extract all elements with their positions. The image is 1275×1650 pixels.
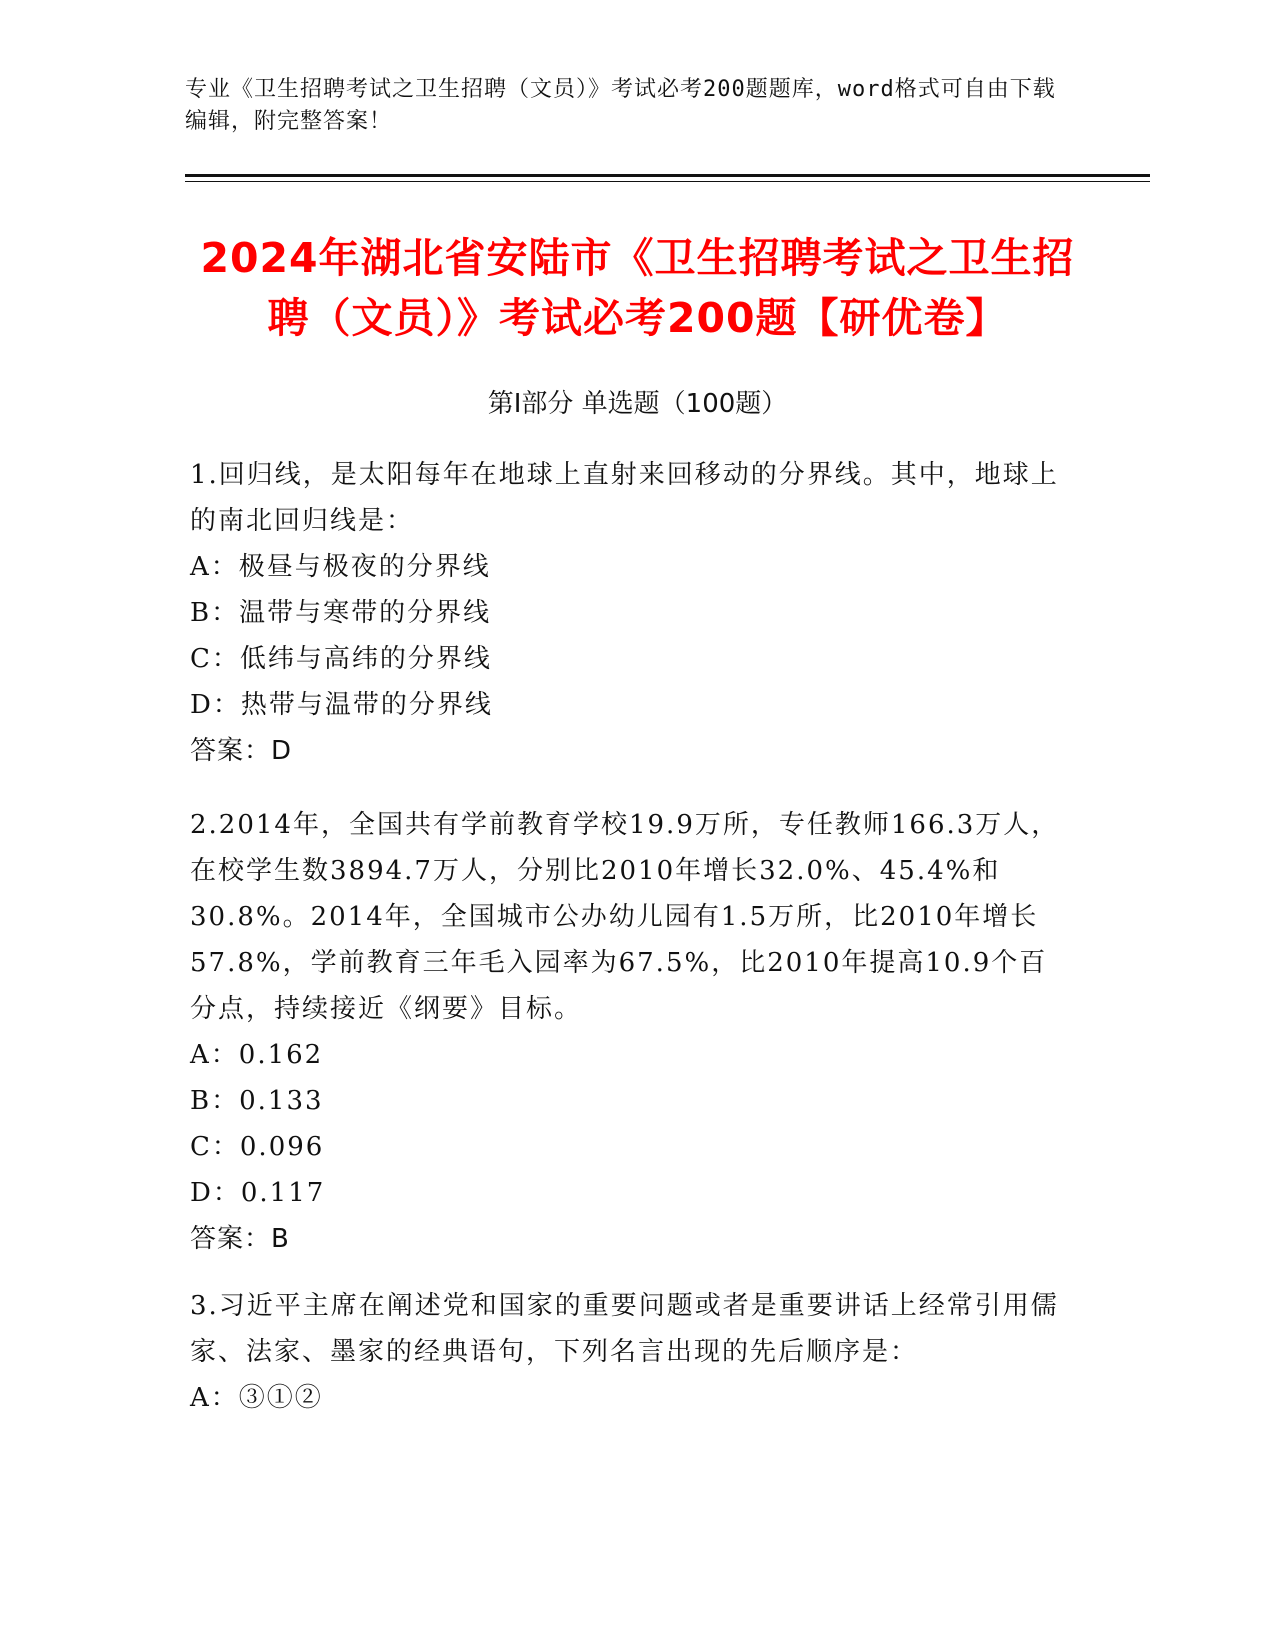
section-heading: 第Ⅰ部分 单选题（100题）	[487, 389, 788, 419]
question-stem: 1.回归线，是太阳每年在地球上直射来回移动的分界线。其中，地球上的南北回归线是：	[190, 460, 1059, 536]
option-d: D：0.117	[190, 1178, 326, 1208]
option-d: D：热带与温带的分界线	[190, 690, 493, 720]
option-b: B：温带与寒带的分界线	[190, 598, 492, 628]
option-b: B：0.133	[190, 1086, 324, 1116]
header-divider-thick	[185, 174, 1150, 177]
option-a: A：极昼与极夜的分界线	[190, 552, 491, 582]
header-note: 专业《卫生招聘考试之卫生招聘（文员）》考试必考200题题库，word格式可自由下载编辑，附完整答案！	[185, 77, 1056, 134]
option-c: C：低纬与高纬的分界线	[190, 644, 492, 674]
document-title: 2024年湖北省安陆市《卫生招聘考试之卫生招聘（文员）》考试必考200题【研优卷】	[200, 234, 1075, 342]
question-stem: 2.2014年，全国共有学前教育学校19.9万所，专任教师166.3万人，在校学生数3894.7万人，分别比2010年增长32.0%、45.4%和30.8%。2014年，全国城市公办幼儿园有1.5万所，比2010年增长57.8%，学前教育三年毛入园率为67.5%，比2010年提高10.9个百分点，持续接近《纲要》目标。	[190, 810, 1060, 1024]
answer: 答案：B	[190, 1224, 290, 1254]
option-c: C：0.096	[190, 1132, 325, 1162]
option-a: A：0.162	[190, 1040, 324, 1070]
question-stem: 3.习近平主席在阐述党和国家的重要问题或者是重要讲话上经常引用儒家、法家、墨家的经典语句，下列名言出现的先后顺序是：	[190, 1291, 1059, 1367]
question-3	[190, 1283, 1070, 1421]
question-2	[190, 802, 1070, 1262]
question-1	[190, 452, 1070, 774]
answer: 答案：D	[190, 736, 293, 766]
option-a: A：③①②	[190, 1383, 323, 1413]
header-divider-thin	[185, 181, 1150, 182]
